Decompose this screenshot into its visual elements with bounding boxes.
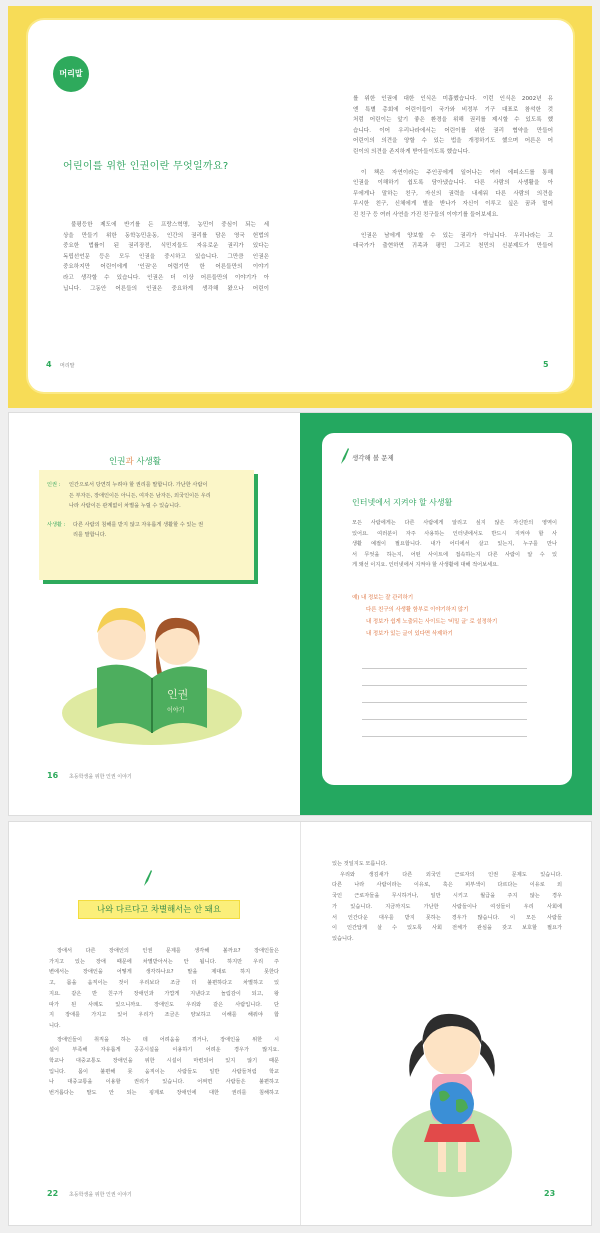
girl-globe-illustration (384, 992, 519, 1202)
def-body (73, 520, 203, 541)
text-line: 변에서는 장애인을 어떻게 생각하나요? 말을 제대로 하지 못한다 (49, 969, 279, 976)
text-line: 서 인간다운 대우를 받지 못하는 경우가 많습니다. 이 모든 사람들 (332, 914, 562, 921)
pencil-icon (143, 869, 152, 887)
text-line: 라고 생각할 수 있습니다. 인권은 더 이상 어른들만의 이야기가 아 (63, 274, 269, 281)
text-line: 어린이의 의견을 양할 수 있는 법을 개정하기도 했으며 어른은 어 (353, 138, 553, 145)
text-line: 다른 나라 사람이라는 이유로, 혹은 피부색이 다르다는 이유로 외 (332, 882, 562, 889)
spread-preface (8, 6, 592, 408)
text-line: 입니다. 몸이 불편해 못 움직이는 사람들도 일반 사람들처럼 학교 (49, 1068, 279, 1075)
spread-discrimination (8, 821, 592, 1226)
definition-box (39, 470, 254, 580)
box-title-b: 과 (125, 457, 137, 467)
text-line: 닙니다. 그동안 어른들의 인권은 중요하게 생각해 왔으나 어린이 (63, 285, 269, 292)
text-line: 우리와 생김새가 다른 외국인 근로자의 인권 문제도 있습니다. (340, 871, 562, 878)
think-label: 생각해 볼 문제 (352, 454, 394, 462)
discrimination-left-text (49, 946, 279, 1099)
page-footer-left: 머리말 (60, 363, 75, 369)
page-divider (300, 822, 301, 1225)
text-line: 있어요. 여러분이 자주 사용하는 인터넷에서도 반드시 지켜야 할 사 (352, 530, 557, 537)
text-line: 게 돼선 이지요. 인터넷에서 지켜야 할 사생활에 대해 적어보세요. (352, 562, 499, 569)
text-line: 다른 사람의 침해를 받지 않고 자유롭게 생활할 수 있는 권 (73, 521, 204, 528)
text-line: 나라 사람이든 관계없이 차별을 누릴 수 있습니다. (69, 503, 181, 509)
def-group (47, 480, 247, 541)
def-human-rights (47, 480, 247, 512)
text-line: 이 인간답게 살 수 있도록 사회 전체가 관심을 갖고 보호할 필요가 (332, 925, 562, 932)
text-line: 설이 부족해 자유롭게 공공시설을 이용하기 어려운 경우가 많지요. (49, 1047, 279, 1054)
think-title: 인터넷에서 지켜야 할 사생활 (352, 498, 453, 507)
def-privacy (47, 520, 247, 541)
page-number-left: 4 (46, 360, 52, 369)
answer-line (362, 685, 527, 686)
think-page (300, 413, 592, 815)
page-number-right: 17 (538, 771, 550, 780)
text-line: 가지고 있는 장애 때문에 차별받아서는 안 됩니다. 하지만 우리 주 (49, 958, 279, 965)
text-line: 모든 사람에게는 다른 사람에게 알리고 싶지 않은 자신만의 영역이 (352, 520, 557, 526)
preface-badge: 머리말 (53, 56, 89, 92)
text-line: 있는 것일지도 모릅니다. (332, 861, 388, 867)
box-title-c: 사생활 (136, 457, 161, 467)
page-number-left: 22 (47, 1189, 59, 1198)
text-line: 엔 특별 총회에 어린이들이 국가와 비정부 기구 대표로 참석한 것 (353, 106, 553, 113)
text-line: 인권을 이해하기 쉽도록 담아냈습니다. 다른 사람의 사생활을 아 (353, 180, 553, 187)
kids-reading-illustration (57, 588, 247, 753)
think-text (352, 518, 557, 571)
text-line: 독립선언문 등은 모두 인권을 중시하고 있습니다. 그만큼 인권은 (63, 253, 269, 260)
page-number-right: 23 (544, 1189, 556, 1198)
section-heading: 나와 다르다고 차별해서는 안 돼요 (79, 901, 239, 918)
answer-line (362, 702, 527, 703)
answer-line (362, 736, 527, 737)
spread-privacy (8, 412, 592, 816)
text-line: 든 부자든, 장애인이든 아니든, 여자든 남자든, 외국인이든 우리 (69, 492, 211, 499)
text-line: 번거롭다는 말도 안 되는 핑계로 장애인에 대한 권리를 침해하고 (49, 1090, 279, 1097)
def-term: 사생활 : (47, 521, 66, 528)
example-item: 예) 내 정보는 잘 관리하기 (352, 595, 414, 601)
text-line: 무시한 친구, 신체에게 별을 받나가 자신이 이루고 싶은 꿈과 멀어 (353, 201, 553, 208)
text-line: 대국가가 출현하면 귀족과 평민 그리고 천민의 신분제도가 만들어 (353, 243, 553, 250)
page-footer-left: 초등학생을 위한 인권 이야기 (69, 774, 132, 780)
text-line: 장애인들이 취직을 하는 데 어려움을 겪거나, 장애인을 위한 시 (57, 1036, 279, 1043)
text-line: 무에게나 말하는 친구, 자신의 권력을 내세워 다른 사람의 의견을 (353, 190, 553, 197)
text-line: 서 무엇을 하는지, 어떤 사이트에 접속하는지 다른 사람이 알 수 있 (352, 551, 557, 558)
preface-title: 어린이를 위한 인권이란 무엇일까요? (63, 161, 229, 172)
book-cover-subtitle: 이야기 (167, 707, 185, 714)
text-line: 진 친구 등 여러 사연을 가진 친구들의 이야기를 들어보세요. (353, 211, 499, 218)
discrimination-right-text (332, 859, 562, 945)
text-line: 린이의 의견을 존지하게 받아들이도록 했습니다. (353, 148, 470, 155)
text-line: 습니다. 이어 우리나라에서는 어린이를 위한 권리 협약을 만들어 (353, 127, 553, 134)
text-line: 지 장애를 가지고 있어 우리가 조금은 양보하고 이해를 해줘야 합 (49, 1012, 279, 1019)
page-number-left: 16 (47, 771, 59, 780)
pencil-icon (340, 447, 349, 465)
text-line: 리를 말합니다. (73, 532, 107, 538)
text-line: 따가 된 사례도 있으니까요. 장애인도 우리와 같은 사람입니다. 단 (49, 1001, 279, 1008)
example-item: 내 정보가 쉽게 노출되는 사이트는 '비밀 글' 로 설정하기 (366, 619, 498, 625)
example-item: 내 정보가 있는 글이 있다면 삭제하기 (366, 631, 453, 637)
book-cover-title: 인권 (167, 688, 189, 701)
preface-right-text (353, 94, 553, 252)
text-line: 장애서 다른 장애인의 인권 문제를 생각해 볼까요? 장애인들은 (57, 948, 279, 954)
example-item: 다른 친구의 사생활 함부로 이야기하지 않기 (366, 607, 469, 613)
answer-line (362, 719, 527, 720)
text-line: 니다. (49, 1022, 61, 1029)
answer-line (362, 668, 527, 669)
text-line: 이 책은 자연이라는 주인공에게 일어나는 여러 에피소드를 통해 (361, 169, 553, 176)
text-line: 상을 만들기 위한 동학농민운동, 인간의 권리를 담은 영국 헌법의 (63, 232, 269, 239)
think-paper (322, 433, 572, 785)
text-line: 나 대중교통을 이용할 권리가 있습니다. 어쩌면 사람들은 불편하고 (49, 1079, 279, 1086)
text-line: 중요한 법률이 된 권리장전, 식민지들도 자유로운 권리가 있다는 (63, 243, 269, 250)
text-line: 학교나 대중교통도 장애인을 위한 시설이 마련되어 있지 않기 때문 (49, 1058, 279, 1065)
preface-left-text (63, 220, 269, 294)
text-line: 중요하지만 어린이에게 '인권'은 어렵기만 한 어른들만의 이야기 (63, 264, 269, 271)
def-body (69, 480, 211, 512)
text-line: 지요. 같은 반 친구가 장애인과 가깝게 지낸다고 놀림감이 되고, 왕 (49, 990, 279, 997)
def-term: 인권 : (47, 482, 61, 488)
text-line: 고, 몸을 움직이는 것이 우리보다 조금 더 불편하다고 차별하고 있 (49, 980, 279, 987)
box-title-a: 인권 (109, 457, 126, 467)
text-line: 를 위한 인권에 대한 인식은 미흡했습니다. 이런 인식은 2002년 유 (353, 96, 553, 102)
text-line: 있습니다. (332, 935, 354, 942)
text-line: 가 있습니다. 지금까지도 가난한 사람들이나 여성들이 우리 사회에 (332, 903, 562, 910)
text-line: 국인 근로자들을 무시하거나, 일만 시키고 월급을 주지 않는 경우 (332, 893, 562, 900)
text-line: 처럼 어린이는 앞기 좋은 환경을 위해 권리를 제시할 수 있도록 했 (353, 117, 553, 124)
page-footer-left: 초등학생을 위한 인권 이야기 (69, 1192, 132, 1198)
box-title (109, 455, 161, 467)
text-line: 인간으로서 당연히 누려야 할 권리를 말합니다. 가난한 사람이 (69, 482, 208, 488)
text-line: 불평등한 제도에 반기를 든 프랑스혁명, 농민이 중심이 되는 세 (71, 222, 269, 228)
page-number-right: 5 (543, 360, 549, 369)
text-line: 생활 예절이 필요합니다. 내가 어디에서 살고 있는지, 누구를 만나 (352, 541, 557, 548)
text-line: 인권은 남에게 양보할 수 있는 권리가 아닙니다. 우리나라는 고 (361, 232, 553, 239)
